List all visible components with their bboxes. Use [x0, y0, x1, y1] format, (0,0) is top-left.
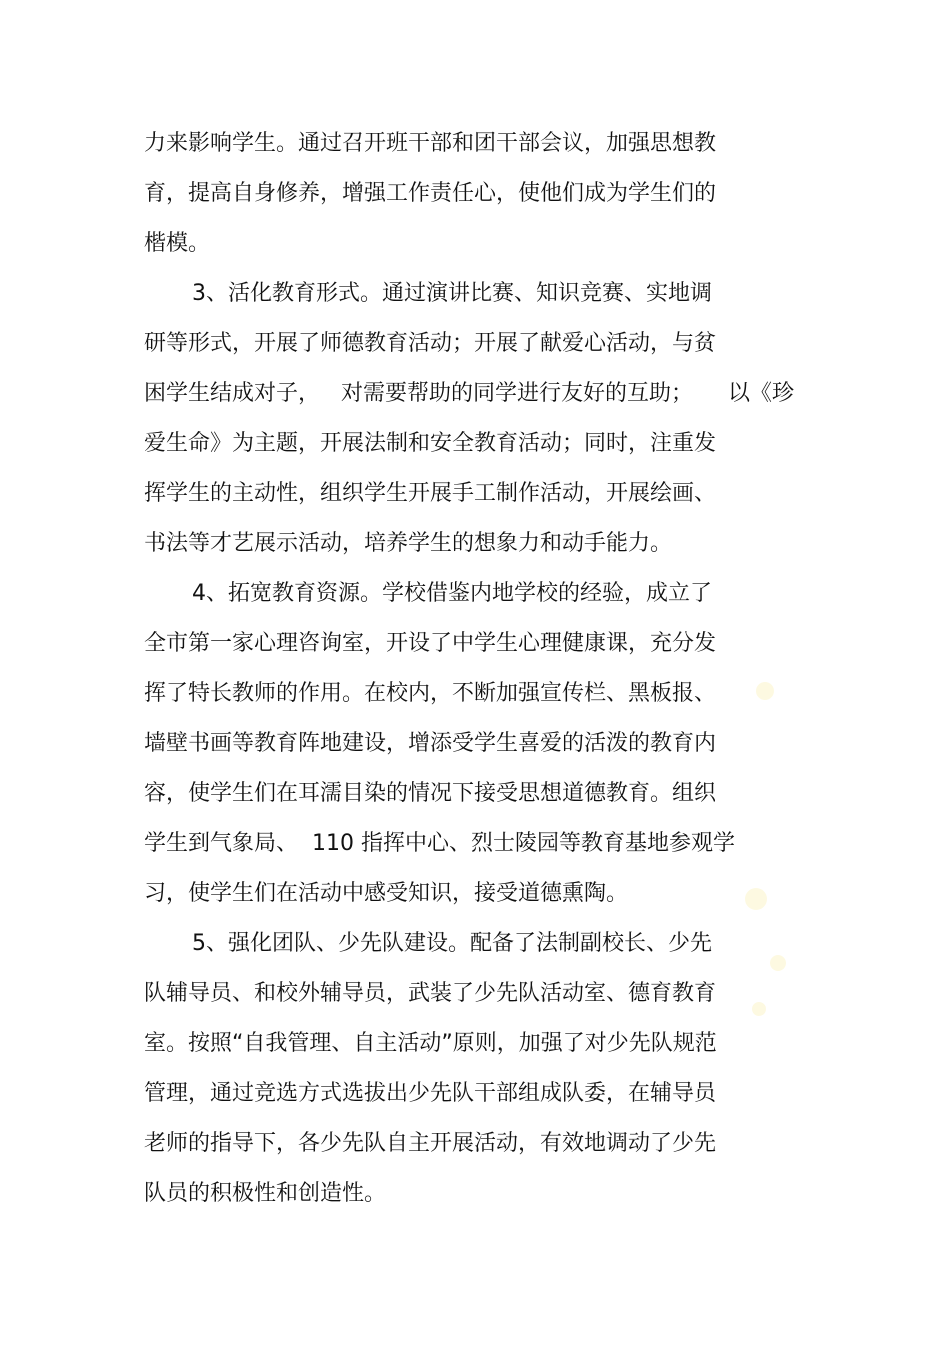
- text-line: 学生到气象局、 110 指挥中心、烈士陵园等教育基地参观学: [144, 831, 735, 856]
- text-line: 习，使学生们在活动中感受知识，接受道德熏陶。: [144, 881, 629, 906]
- text-line: 容，使学生们在耳濡目染的情况下接受思想道德教育。组织: [144, 781, 717, 806]
- text-line: 管理，通过竞选方式选拔出少先队干部组成队委，在辅导员: [144, 1081, 717, 1106]
- text-line: 老师的指导下，各少先队自主开展活动，有效地调动了少先: [144, 1131, 717, 1156]
- text-line: 挥了特长教师的作用。在校内，不断加强宣传栏、黑板报、: [144, 681, 717, 706]
- text-line: 墙壁书画等教育阵地建设，增添受学生喜爱的活泼的教育内: [144, 731, 717, 756]
- text-line: 挥学生的主动性，组织学生开展手工制作活动，开展绘画、: [144, 481, 717, 506]
- text-line: 爱生命》为主题，开展法制和安全教育活动；同时，注重发: [144, 431, 717, 456]
- watermark-speck: [752, 1002, 766, 1016]
- text-line: 力来影响学生。通过召开班干部和团干部会议，加强思想教: [144, 131, 717, 156]
- paragraph-first-line: 4、拓宽教育资源。学校借鉴内地学校的经验，成立了: [192, 581, 712, 606]
- text-line: 队辅导员、和校外辅导员，武装了少先队活动室、德育教育: [144, 981, 717, 1006]
- text-line: 楷模。: [144, 231, 211, 256]
- text-line: 育，提高自身修养，增强工作责任心，使他们成为学生们的: [144, 181, 717, 206]
- watermark-speck: [745, 888, 767, 910]
- text-line: 全市第一家心理咨询室，开设了中学生心理健康课，充分发: [144, 631, 717, 656]
- watermark-speck: [756, 682, 774, 700]
- paragraph-first-line: 5、强化团队、少先队建设。配备了法制副校长、少先: [192, 931, 712, 956]
- text-line: 研等形式，开展了师德教育活动；开展了献爱心活动，与贫: [144, 331, 717, 356]
- paragraph-first-line: 3、活化教育形式。通过演讲比赛、知识竞赛、实地调: [192, 281, 712, 306]
- text-line: 书法等才艺展示活动，培养学生的想象力和动手能力。: [144, 531, 673, 556]
- watermark-speck: [770, 955, 786, 971]
- text-line: 困学生结成对子， 对需要帮助的同学进行友好的互助； 以《珍: [144, 381, 794, 406]
- text-line: 室。按照“自我管理、自主活动”原则，加强了对少先队规范: [144, 1031, 717, 1056]
- text-line: 队员的积极性和创造性。: [144, 1181, 387, 1206]
